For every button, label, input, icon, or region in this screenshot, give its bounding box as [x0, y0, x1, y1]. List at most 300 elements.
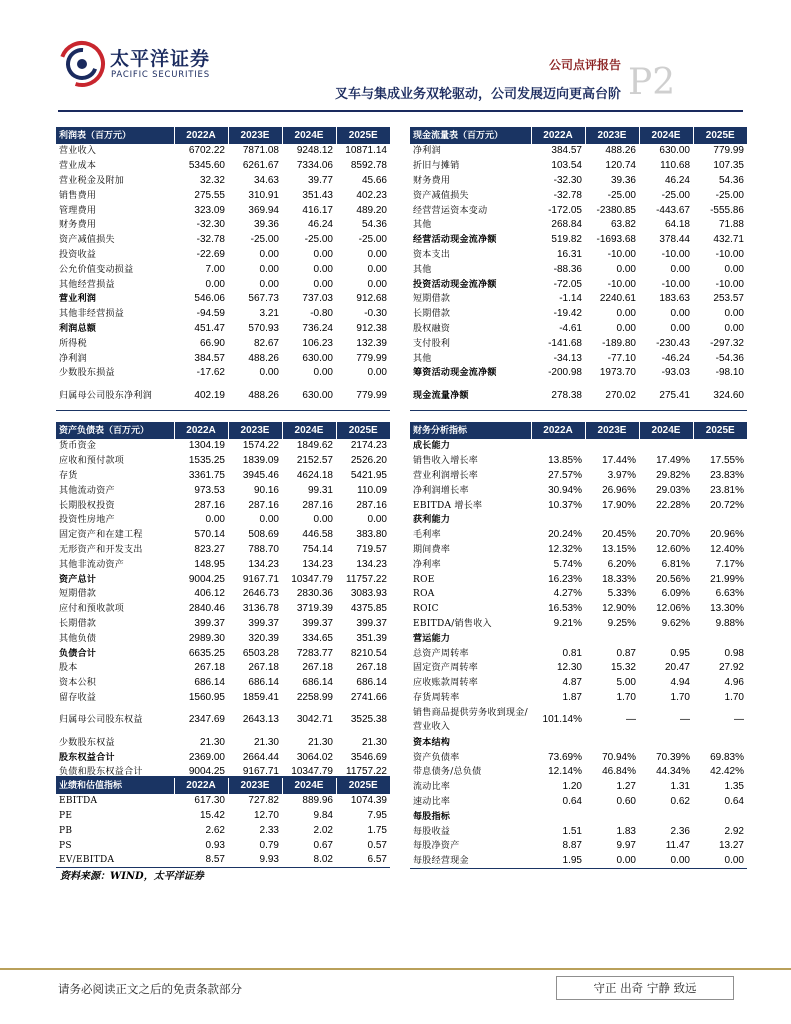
- value-cell: 54.36: [361, 219, 387, 231]
- value-cell: 0.00: [367, 514, 387, 526]
- value-cell: 16.23%: [548, 573, 582, 585]
- value-cell: 13.27: [718, 840, 744, 852]
- row-label: 资产总计: [59, 574, 97, 585]
- value-cell: 21.30: [307, 736, 333, 748]
- value-cell: -10.00: [715, 248, 744, 260]
- value-cell: 912.68: [356, 293, 387, 305]
- value-cell: 488.26: [605, 145, 636, 157]
- row-label: 财务费用: [413, 175, 451, 186]
- table-row: [56, 809, 390, 824]
- year-header: 2023E: [585, 127, 639, 144]
- table-row: [410, 528, 747, 543]
- year-header: 2025E: [336, 777, 390, 794]
- value-cell: -25.00: [715, 189, 744, 201]
- value-cell: 11.47: [665, 840, 690, 852]
- row-label: 存货周转率: [413, 692, 460, 703]
- value-cell: 0.98: [724, 647, 744, 659]
- value-cell: -297.32: [710, 337, 744, 349]
- value-cell: [531, 439, 585, 454]
- value-cell: -46.24: [661, 352, 690, 364]
- value-cell: 287.16: [248, 499, 279, 511]
- table-row: [56, 322, 390, 337]
- value-cell: 103.54: [551, 160, 582, 172]
- value-cell: -555.86: [710, 204, 744, 216]
- value-cell: 399.37: [302, 617, 333, 629]
- value-cell: 12.06%: [656, 603, 690, 615]
- row-label: 销售商品提供劳务收到现金/营业收入: [413, 708, 528, 733]
- value-cell: 6261.67: [242, 160, 279, 172]
- value-cell: -0.80: [310, 308, 333, 320]
- value-cell: 384.57: [194, 352, 225, 364]
- value-cell: 0.00: [313, 367, 333, 379]
- value-cell: 0.00: [367, 367, 387, 379]
- table-row: [410, 795, 747, 810]
- value-cell: 10.37%: [548, 499, 582, 511]
- value-cell: 0.00: [259, 248, 279, 260]
- value-cell: [693, 513, 747, 528]
- table-row: [410, 218, 747, 233]
- table-row: [56, 498, 390, 513]
- year-header: 2023E: [228, 777, 282, 794]
- cashflow-header-row: [410, 127, 747, 144]
- value-cell: 9.62%: [661, 617, 690, 629]
- value-cell: -10.00: [715, 278, 744, 290]
- logo-name-cn: 太平洋证券: [110, 48, 211, 70]
- value-cell: 508.69: [248, 529, 279, 541]
- row-label: 其他非流动资产: [59, 559, 125, 570]
- value-cell: 334.65: [302, 632, 333, 644]
- value-cell: 287.16: [356, 499, 387, 511]
- value-cell: 737.03: [302, 293, 333, 305]
- value-cell: 132.39: [356, 337, 387, 349]
- value-cell: 13.15%: [602, 543, 636, 555]
- value-cell: 686.14: [356, 677, 387, 689]
- table-row: [56, 159, 390, 174]
- row-label: 现金流量净额: [410, 381, 531, 411]
- balance-header-row: [56, 422, 390, 439]
- row-label: 应收账款周转率: [413, 678, 479, 689]
- value-cell: 4375.85: [350, 603, 387, 615]
- row-label: 无形资产和开发支出: [59, 544, 143, 555]
- value-cell: 617.30: [194, 795, 225, 807]
- table-row: [56, 248, 390, 263]
- value-cell: 9167.71: [242, 573, 279, 585]
- value-cell: 21.99%: [710, 573, 744, 585]
- row-label: 其他负债: [59, 633, 97, 644]
- table-row: [56, 218, 390, 233]
- value-cell: 11757.22: [346, 573, 387, 585]
- value-cell: 0.00: [367, 278, 387, 290]
- value-cell: 488.26: [228, 381, 282, 411]
- table-row: [56, 705, 390, 735]
- value-cell: 383.80: [356, 529, 387, 541]
- row-label: 获利能力: [413, 515, 451, 526]
- table-row: [410, 366, 747, 381]
- value-cell: 8.57: [174, 853, 228, 868]
- value-cell: 22.28%: [656, 499, 690, 511]
- value-cell: 399.37: [194, 617, 225, 629]
- value-cell: 0.00: [670, 322, 690, 334]
- value-cell: 10347.79: [291, 573, 333, 585]
- table-row: [410, 307, 747, 322]
- row-label: 流动比率: [413, 782, 451, 793]
- row-label: 其他非经营损益: [59, 309, 125, 320]
- value-cell: -25.00: [661, 189, 690, 201]
- value-cell: 351.43: [302, 189, 333, 201]
- value-cell: 7283.77: [296, 647, 333, 659]
- table-row: [56, 750, 390, 765]
- table-row: [56, 513, 390, 528]
- value-cell: 278.38: [531, 381, 585, 411]
- value-cell: -32.30: [196, 219, 225, 231]
- value-cell: 270.02: [585, 381, 639, 411]
- value-cell: 686.14: [248, 677, 279, 689]
- value-cell: 20.96%: [710, 529, 744, 541]
- table-row: [410, 587, 747, 602]
- value-cell: 3361.75: [188, 469, 225, 481]
- table-row: [410, 262, 747, 277]
- row-label: EBITDA: [59, 796, 98, 807]
- value-cell: 1560.95: [188, 691, 225, 703]
- value-cell: 2174.23: [350, 440, 387, 452]
- value-cell: 4.87: [562, 677, 582, 689]
- value-cell: 30.94%: [548, 484, 582, 496]
- table-row: [410, 543, 747, 558]
- table-row: [56, 233, 390, 248]
- disclaimer-text: 请务必阅读正文之后的免责条款部分: [58, 982, 242, 996]
- value-cell: 402.23: [356, 189, 387, 201]
- value-cell: 6503.28: [242, 647, 279, 659]
- table-row: [56, 676, 390, 691]
- year-header: 2025E: [336, 422, 390, 439]
- value-cell: 66.90: [199, 337, 225, 349]
- value-cell: 8.02: [282, 853, 336, 868]
- row-label: 股权融资: [413, 323, 451, 334]
- value-cell: 2840.46: [188, 603, 225, 615]
- value-cell: 17.90%: [602, 499, 636, 511]
- year-header: 2024E: [282, 127, 336, 144]
- report-type: 公司点评报告: [548, 58, 621, 72]
- value-cell: 1.83: [616, 825, 636, 837]
- value-cell: -25.00: [250, 234, 279, 246]
- table-row: [56, 336, 390, 351]
- table-row: [410, 248, 747, 263]
- value-cell: 0.57: [367, 839, 387, 851]
- value-cell: 267.18: [302, 662, 333, 674]
- value-cell: 16.31: [556, 248, 582, 260]
- logo-name-en: PACIFIC SECURITIES: [111, 70, 210, 80]
- value-cell: 73.69%: [548, 751, 582, 763]
- table-row: [410, 691, 747, 706]
- value-cell: 12.40%: [710, 543, 744, 555]
- row-label: 长期股权投资: [59, 500, 115, 511]
- table-row: [410, 498, 747, 513]
- value-cell: 489.20: [356, 204, 387, 216]
- row-label: 营运能力: [413, 633, 451, 644]
- value-cell: 1.95: [531, 854, 585, 869]
- value-cell: 0.00: [313, 263, 333, 275]
- value-cell: 20.72%: [710, 499, 744, 511]
- value-cell: 399.37: [356, 617, 387, 629]
- table-row: [410, 174, 747, 189]
- value-cell: 369.94: [248, 204, 279, 216]
- value-cell: -88.36: [553, 263, 582, 275]
- table-row: [56, 557, 390, 572]
- value-cell: 1859.41: [242, 691, 279, 703]
- value-cell: 378.44: [659, 234, 690, 246]
- row-label: 带息债务/总负债: [413, 767, 482, 778]
- table-row: [56, 144, 390, 159]
- value-cell: 320.39: [248, 632, 279, 644]
- value-cell: 17.55%: [710, 455, 744, 467]
- value-cell: 17.49%: [656, 455, 690, 467]
- row-label: ROA: [413, 589, 435, 600]
- value-cell: 64.18: [664, 219, 690, 231]
- value-cell: 7871.08: [242, 145, 279, 157]
- value-cell: 567.73: [248, 293, 279, 305]
- value-cell: 2643.13: [242, 714, 279, 726]
- row-label: 营业税金及附加: [59, 175, 125, 186]
- pacific-securities-logo-icon: [58, 40, 106, 88]
- value-cell: —: [734, 714, 744, 726]
- value-cell: 912.38: [356, 322, 387, 334]
- value-cell: 13.85%: [548, 455, 582, 467]
- table-row: [56, 824, 390, 839]
- value-cell: 1.35: [724, 781, 744, 793]
- row-label: 成长能力: [413, 441, 451, 452]
- value-cell: 5421.95: [350, 469, 387, 481]
- table-row: [56, 454, 390, 469]
- value-cell: 15.32: [610, 662, 636, 674]
- value-cell: 5.33%: [607, 588, 636, 600]
- value-cell: -25.00: [304, 234, 333, 246]
- value-cell: 823.27: [194, 543, 225, 555]
- value-cell: 17.44%: [602, 455, 636, 467]
- value-cell: 120.74: [605, 160, 636, 172]
- value-cell: 1849.62: [296, 440, 333, 452]
- value-cell: [693, 809, 747, 824]
- year-header: 2025E: [693, 422, 747, 439]
- value-cell: 7.17%: [715, 558, 744, 570]
- value-cell: 488.26: [248, 352, 279, 364]
- table-row: [410, 572, 747, 587]
- row-label: 财务费用: [59, 220, 97, 231]
- row-label: 少数股东损益: [59, 368, 115, 379]
- table-row: [56, 469, 390, 484]
- value-cell: 2258.99: [296, 691, 333, 703]
- table-row: [56, 691, 390, 706]
- row-label: 所得税: [59, 338, 87, 349]
- value-cell: 2741.66: [350, 691, 387, 703]
- cash-flow-table: [410, 127, 747, 411]
- valuation-header-row: [56, 777, 390, 794]
- value-cell: 351.39: [356, 632, 387, 644]
- value-cell: 0.62: [670, 795, 690, 807]
- value-cell: 9167.71: [242, 766, 279, 778]
- value-cell: 70.94%: [602, 751, 636, 763]
- value-cell: 9.93: [228, 853, 282, 868]
- table-row: [410, 617, 747, 632]
- year-header: 2025E: [693, 127, 747, 144]
- value-cell: 2.62: [205, 824, 225, 836]
- row-label: EV/EBITDA: [56, 853, 174, 868]
- value-cell: 18.33%: [602, 573, 636, 585]
- row-label: 资产减值损失: [59, 235, 115, 246]
- row-label: 总资产周转率: [413, 648, 469, 659]
- value-cell: 0.00: [259, 278, 279, 290]
- value-cell: 0.67: [313, 839, 333, 851]
- value-cell: 107.35: [713, 160, 744, 172]
- table-row: [410, 159, 747, 174]
- row-label: 营业利润增长率: [413, 470, 479, 481]
- row-label: 支付股利: [413, 338, 451, 349]
- table-row: [56, 439, 390, 454]
- value-cell: -10.00: [607, 278, 636, 290]
- value-cell: 12.90%: [602, 603, 636, 615]
- value-cell: 736.24: [302, 322, 333, 334]
- value-cell: 5.74%: [553, 558, 582, 570]
- value-cell: [639, 809, 693, 824]
- value-cell: 267.18: [356, 662, 387, 674]
- value-cell: 3042.71: [296, 714, 333, 726]
- value-cell: -32.78: [196, 234, 225, 246]
- row-label: 留存收益: [59, 692, 97, 703]
- value-cell: 0.00: [313, 514, 333, 526]
- value-cell: 3083.93: [350, 588, 387, 600]
- row-label: 股东权益合计: [59, 752, 115, 763]
- value-cell: 23.81%: [710, 484, 744, 496]
- value-cell: 2369.00: [188, 751, 225, 763]
- table-row: [410, 705, 747, 735]
- table-row: [410, 454, 747, 469]
- value-cell: -172.05: [548, 204, 582, 216]
- value-cell: 253.57: [713, 293, 744, 305]
- value-cell: 20.24%: [548, 529, 582, 541]
- row-label: 短期借款: [413, 294, 451, 305]
- value-cell: -17.62: [196, 367, 225, 379]
- table-row: [410, 351, 747, 366]
- value-cell: 34.63: [253, 174, 279, 186]
- value-cell: 0.00: [639, 854, 693, 869]
- value-cell: 287.16: [302, 499, 333, 511]
- value-cell: 451.47: [194, 322, 225, 334]
- table-title: 现金流量表（百万元）: [410, 127, 531, 144]
- year-header: 2024E: [639, 422, 693, 439]
- value-cell: 779.99: [356, 352, 387, 364]
- value-cell: 0.60: [616, 795, 636, 807]
- value-cell: 20.56%: [656, 573, 690, 585]
- value-cell: 630.00: [282, 381, 336, 411]
- table-row: [56, 307, 390, 322]
- row-label: 归属母公司股东净利润: [56, 381, 174, 411]
- value-cell: 148.95: [194, 558, 225, 570]
- value-cell: [531, 809, 585, 824]
- value-cell: 9004.25: [188, 766, 225, 778]
- value-cell: 46.24: [664, 174, 690, 186]
- row-label: 应收和预付款项: [59, 456, 125, 467]
- row-label: 应付和预收款项: [59, 604, 125, 615]
- value-cell: 416.17: [302, 204, 333, 216]
- value-cell: 287.16: [194, 499, 225, 511]
- report-title: 叉车与集成业务双轮驱动，公司发展迈向更高台阶: [334, 87, 621, 102]
- value-cell: 0.00: [367, 263, 387, 275]
- value-cell: 12.60%: [656, 543, 690, 555]
- value-cell: 39.36: [253, 219, 279, 231]
- row-label: 毛利率: [413, 530, 441, 541]
- value-cell: 63.82: [610, 219, 636, 231]
- row-label: ROIC: [413, 604, 439, 615]
- value-cell: 719.57: [356, 543, 387, 555]
- value-cell: 27.92: [718, 662, 744, 674]
- value-cell: 0.00: [259, 514, 279, 526]
- value-cell: 21.30: [199, 736, 225, 748]
- balance-sheet-table: [56, 422, 390, 780]
- row-label: 其他: [413, 220, 432, 231]
- value-cell: 0.00: [616, 308, 636, 320]
- table-row: [56, 203, 390, 218]
- value-cell: 0.00: [616, 322, 636, 334]
- value-cell: -77.10: [607, 352, 636, 364]
- value-cell: 2152.57: [296, 455, 333, 467]
- row-label: 净利润: [413, 146, 441, 157]
- value-cell: 69.83%: [710, 751, 744, 763]
- value-cell: 446.58: [302, 529, 333, 541]
- value-cell: 15.42: [199, 810, 225, 822]
- row-label: 营业利润: [59, 294, 97, 305]
- table-row: [56, 587, 390, 602]
- table-row: [410, 203, 747, 218]
- value-cell: 0.95: [670, 647, 690, 659]
- value-cell: -443.67: [656, 204, 690, 216]
- table-row: [56, 262, 390, 277]
- header-divider: [58, 110, 743, 112]
- value-cell: 110.09: [357, 484, 387, 496]
- value-cell: 1.27: [616, 781, 636, 793]
- value-cell: 0.81: [562, 647, 582, 659]
- value-cell: 4624.18: [296, 469, 333, 481]
- row-label: 股本: [59, 663, 78, 674]
- table-row: [410, 322, 747, 337]
- ratios-header-row: [410, 422, 747, 439]
- value-cell: 570.14: [194, 529, 225, 541]
- value-cell: 90.16: [253, 484, 279, 496]
- table-row: [56, 602, 390, 617]
- row-label: 固定资产和在建工程: [59, 530, 143, 541]
- value-cell: 23.83%: [710, 469, 744, 481]
- value-cell: 686.14: [194, 677, 225, 689]
- value-cell: 402.19: [174, 381, 228, 411]
- value-cell: 20.70%: [656, 529, 690, 541]
- value-cell: 29.82%: [656, 469, 690, 481]
- value-cell: 0.00: [585, 854, 639, 869]
- value-cell: 1074.39: [350, 795, 387, 807]
- value-cell: -2380.85: [596, 204, 636, 216]
- value-cell: 275.55: [194, 189, 225, 201]
- value-cell: 7334.06: [296, 160, 333, 172]
- table-row: [56, 483, 390, 498]
- row-label: 净利率: [413, 559, 441, 570]
- value-cell: 1.51: [562, 825, 582, 837]
- value-cell: 46.84%: [602, 766, 636, 778]
- table-row: [410, 631, 747, 646]
- value-cell: 39.36: [610, 174, 636, 186]
- value-cell: -25.00: [607, 189, 636, 201]
- value-cell: 3064.02: [296, 751, 333, 763]
- value-cell: 1.20: [562, 781, 582, 793]
- value-cell: 0.79: [259, 839, 279, 851]
- value-cell: 9004.25: [188, 573, 225, 585]
- row-label: 归属母公司股东权益: [59, 715, 143, 726]
